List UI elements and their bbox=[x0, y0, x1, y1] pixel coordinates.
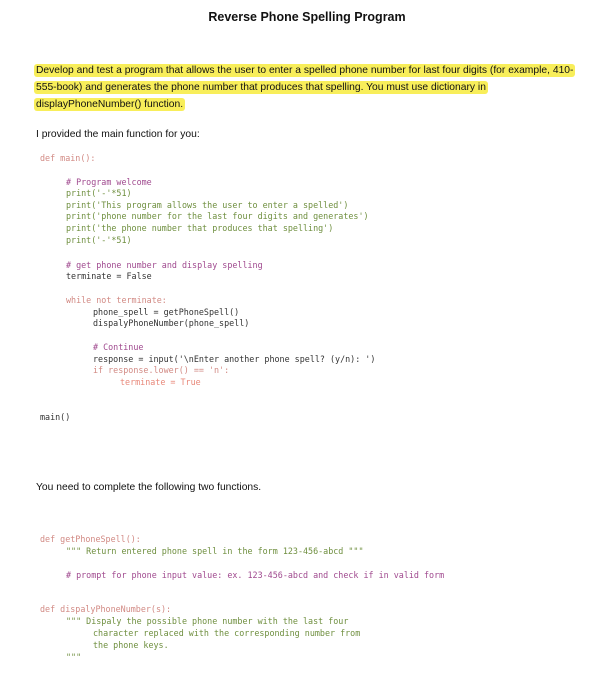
code-line: print('This program allows the user to enter a spelled') bbox=[66, 200, 349, 210]
code-docstring: """ Dispaly the possible phone number with the last four bbox=[66, 616, 349, 626]
code-line: phone_spell = getPhoneSpell() bbox=[93, 307, 240, 317]
code-line: def getPhoneSpell(): bbox=[40, 534, 141, 544]
code-docstring: character replaced with the corresponding number from bbox=[93, 628, 361, 638]
instructions-text: Develop and test a program that allows the user to enter a spelled phone number for last four digits (for example, 410-555-book) and generates the phone number that produces that spelling. You must use dictionary in displayPhoneNumber() function. bbox=[36, 65, 574, 110]
code-line: def dispalyPhoneNumber(s): bbox=[40, 604, 172, 614]
code-line: terminate = True bbox=[120, 377, 201, 387]
intro-text: I provided the main function for you: bbox=[36, 129, 200, 140]
code-line: response = input('\nEnter another phone spell? (y/n): ') bbox=[93, 354, 376, 364]
code-line: main() bbox=[40, 412, 71, 422]
code-docstring: """ Return entered phone spell in the form 123-456-abcd """ bbox=[66, 546, 364, 556]
complete-text: You need to complete the following two functions. bbox=[36, 482, 262, 493]
code-comment: # get phone number and display spelling bbox=[66, 260, 263, 270]
code-line: print('-'*51) bbox=[66, 188, 132, 198]
code-line: terminate = False bbox=[66, 271, 152, 281]
code-docstring: the phone keys. bbox=[93, 640, 169, 650]
code-line: print('the phone number that produces that spelling') bbox=[66, 223, 334, 233]
page-title: Reverse Phone Spelling Program bbox=[208, 10, 406, 24]
code-text: def main(): bbox=[40, 153, 96, 163]
code-comment: # prompt for phone input value: ex. 123-456-abcd and check if in valid form bbox=[66, 570, 445, 580]
code-line: print('-'*51) bbox=[66, 235, 132, 245]
code-docstring: """ bbox=[66, 652, 82, 662]
code-line: if response.lower() == 'n': bbox=[93, 365, 230, 375]
code-comment: # Program welcome bbox=[66, 177, 152, 187]
code-comment: # Continue bbox=[93, 342, 144, 352]
code-line: print('phone number for the last four digits and generates') bbox=[66, 211, 369, 221]
code-line: while not terminate: bbox=[66, 295, 167, 305]
code-line: dispalyPhoneNumber(phone_spell) bbox=[93, 318, 250, 328]
